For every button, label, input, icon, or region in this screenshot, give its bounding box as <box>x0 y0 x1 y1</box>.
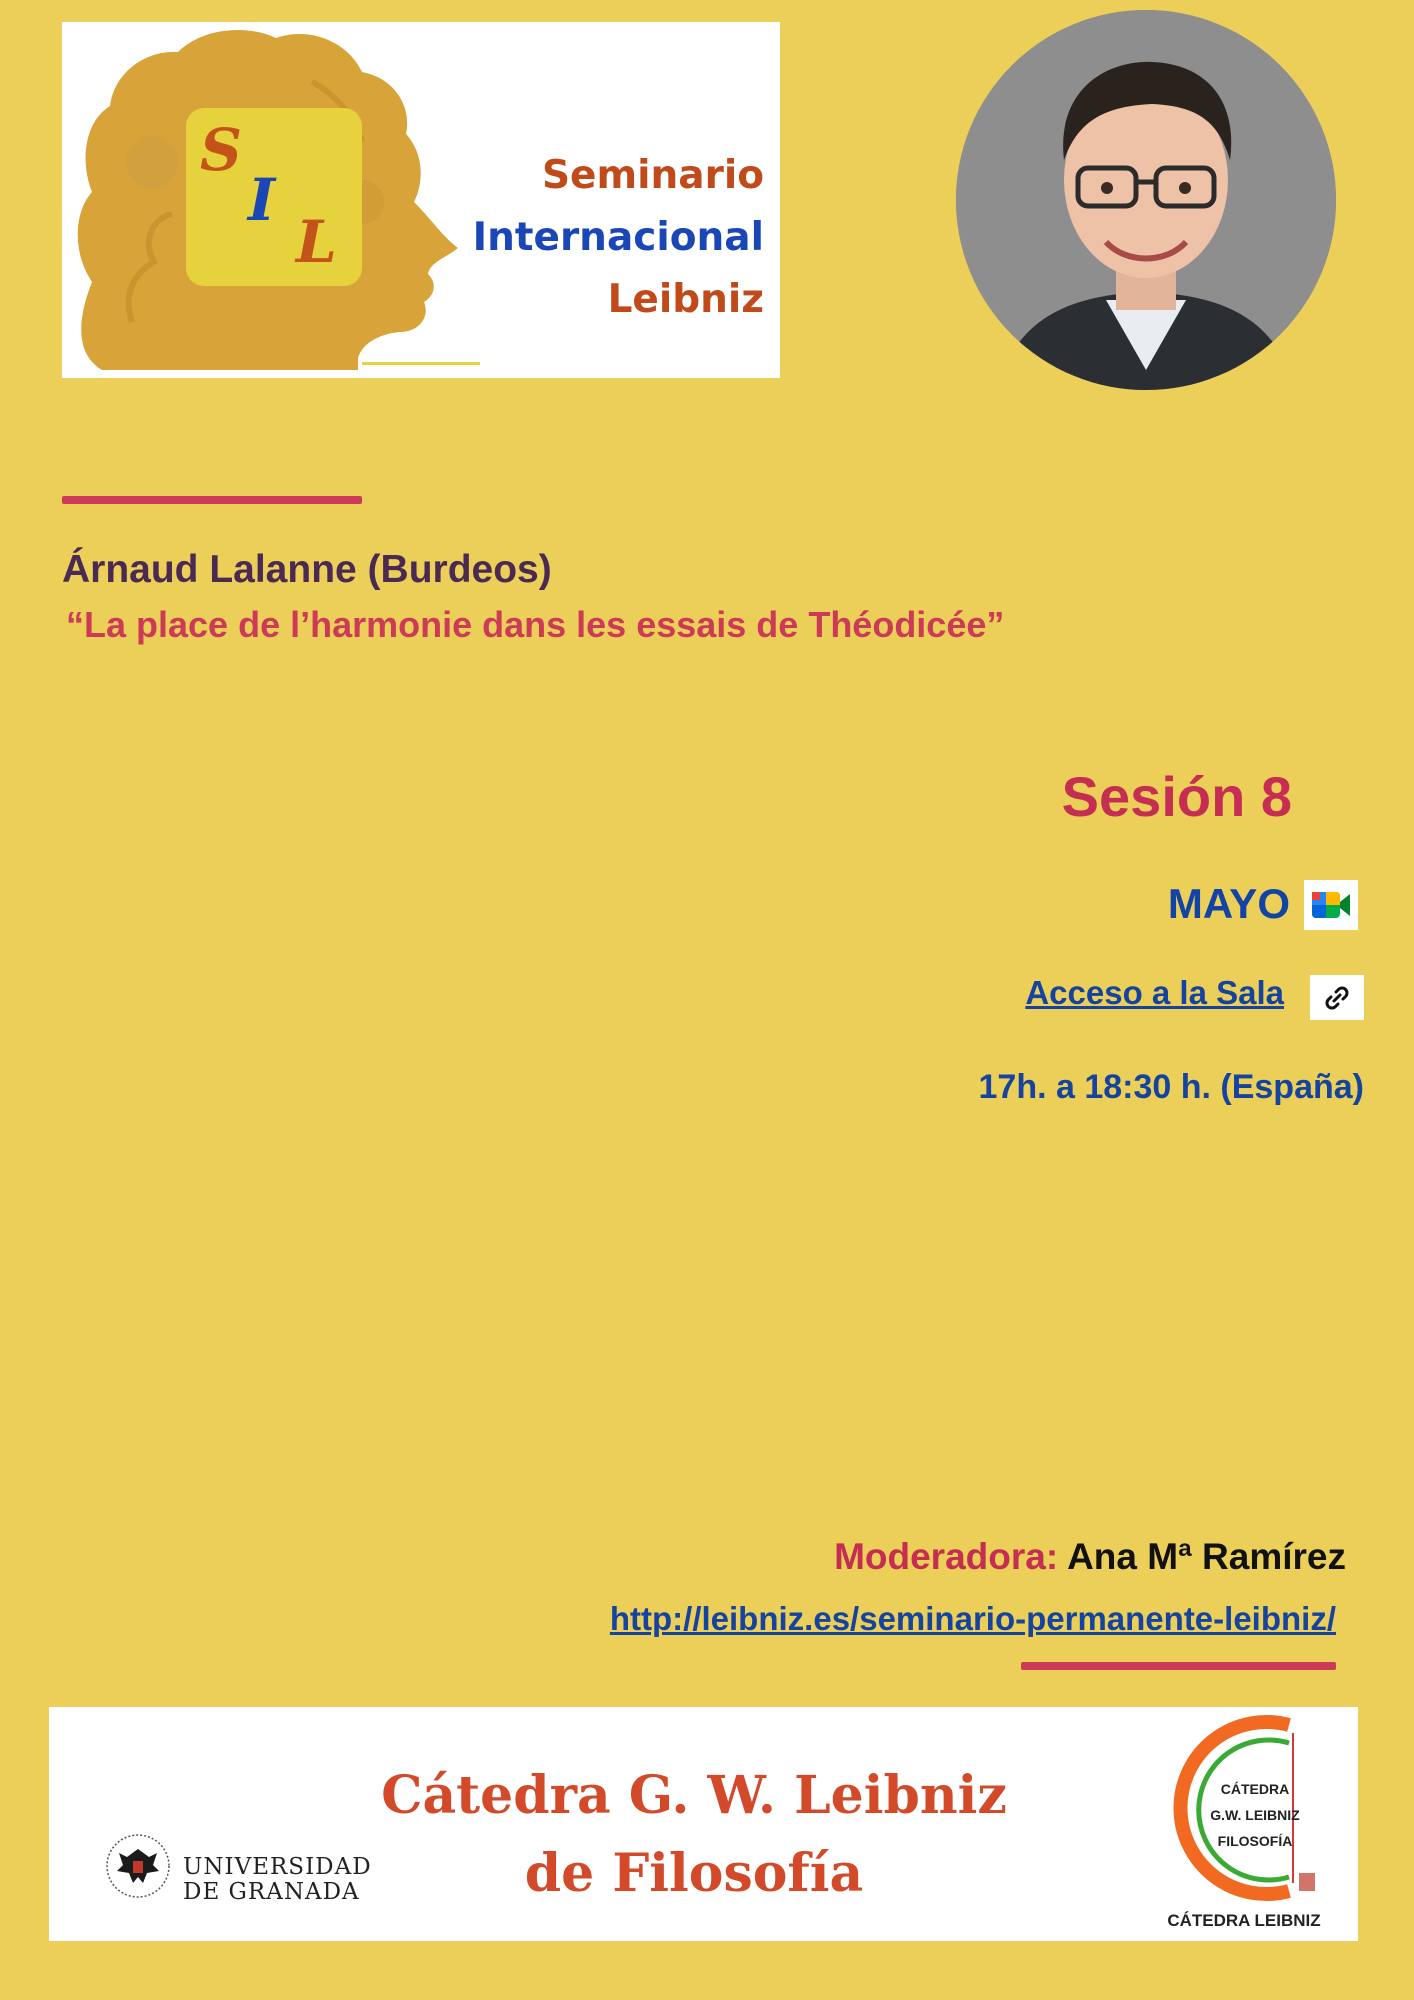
speaker-name: Árnaud Lalanne (Burdeos) <box>62 548 552 591</box>
university-name-line-1: UNIVERSIDAD <box>183 1854 372 1880</box>
seminar-url-link[interactable]: http://leibniz.es/seminario-permanente-leibniz/ <box>609 1600 1336 1637</box>
footer-banner <box>49 1707 1358 1941</box>
chair-logo-text <box>1195 1777 1315 1855</box>
accent-divider-bottom <box>1021 1662 1336 1670</box>
sil-letter-s: S <box>200 116 242 184</box>
speaker-portrait <box>956 10 1336 390</box>
chair-title-line-2: de Filosofía <box>524 1843 864 1904</box>
chair-title-line-1: Cátedra G. W. Leibniz <box>381 1765 1007 1826</box>
link-icon[interactable] <box>1310 975 1364 1020</box>
session-time: 17h. a 18:30 h. (España) <box>978 1068 1364 1106</box>
talk-title: “La place de l’harmonie dans les essais de Théodicée” <box>66 604 1005 645</box>
session-label: Sesión 8 <box>1061 765 1292 828</box>
session-month: MAYO <box>1167 880 1290 927</box>
sil-letter-i: I <box>248 166 276 234</box>
chair-logo-line-1: CÁTEDRA <box>1220 1781 1290 1797</box>
university-name-line-2: DE GRANADA <box>183 1878 360 1905</box>
sil-letter-l: L <box>296 208 337 276</box>
moderator <box>834 1536 1346 1578</box>
moderator-label: Moderadora: <box>834 1536 1059 1577</box>
logo-title-line-1: Seminario <box>541 153 764 198</box>
sil-logo <box>62 22 780 378</box>
logo-decorative-line <box>362 362 480 365</box>
logo-title-line-3: Leibniz <box>607 277 764 322</box>
sil-monogram-box <box>186 108 362 286</box>
accent-divider-top <box>62 496 362 504</box>
chair-logo-line-3: FILOSOFÍA <box>1217 1832 1293 1849</box>
google-meet-icon[interactable] <box>1304 880 1358 930</box>
moderator-name: Ana Mª Ramírez <box>1067 1536 1346 1577</box>
chair-logo-line-2: G.W. LEIBNIZ <box>1210 1806 1300 1823</box>
university-crest-icon <box>105 1833 171 1899</box>
chair-logo-caption: CÁTEDRA LEIBNIZ <box>1167 1911 1321 1930</box>
logo-title-line-2: Internacional <box>472 215 764 260</box>
room-access-link[interactable]: Acceso a la Sala <box>1025 974 1284 1011</box>
speaker-photo-image <box>956 10 1336 390</box>
